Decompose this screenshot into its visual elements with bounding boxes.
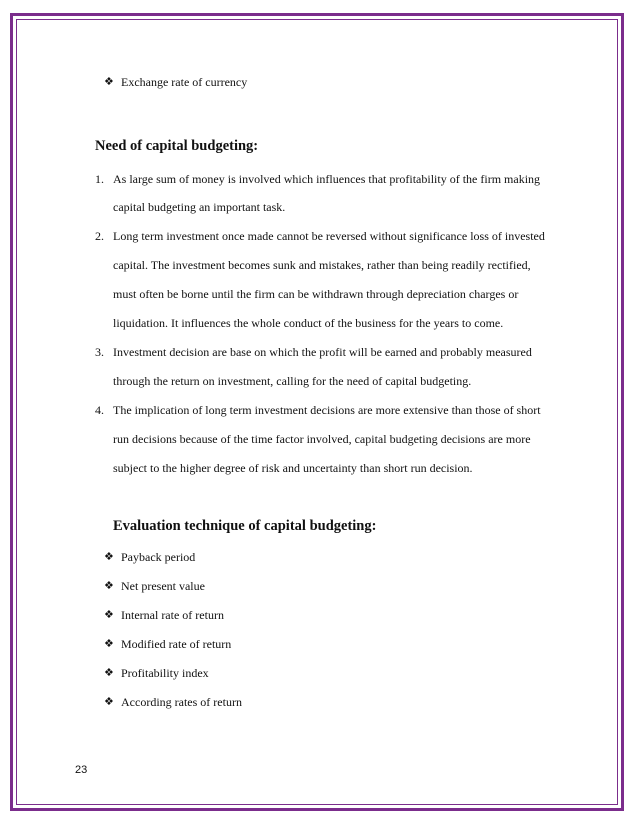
item-2-line-3: must often be borne until the firm can be withdrawn through depreciation charges or <box>113 287 519 301</box>
top-bullet-text: Exchange rate of currency <box>121 75 248 89</box>
diamond-bullet-icon: ❖ <box>104 579 114 592</box>
evaluation-bullet: Modified rate of return <box>121 637 232 651</box>
diamond-bullet-icon: ❖ <box>104 75 114 88</box>
item-3-line-1: Investment decision are base on which the profit will be earned and probably measured <box>113 345 532 359</box>
item-number: 3. <box>95 345 104 359</box>
item-3-line-2: through the return on investment, calling for the need of capital budgeting. <box>113 374 472 388</box>
item-2-line-1: Long term investment once made cannot be reversed without significance loss of invested <box>113 229 545 243</box>
item-2-line-2: capital. The investment becomes sunk and mistakes, rather than being readily rectified, <box>113 258 531 272</box>
item-number: 2. <box>95 229 104 243</box>
item-number: 1. <box>95 172 104 186</box>
diamond-bullet-icon: ❖ <box>104 608 114 621</box>
evaluation-bullet: Payback period <box>121 550 196 564</box>
evaluation-bullet: According rates of return <box>121 695 242 709</box>
evaluation-bullet: Net present value <box>121 579 205 593</box>
evaluation-heading: Evaluation technique of capital budgeting: <box>113 518 377 534</box>
item-4-line-3: subject to the higher degree of risk and uncertainty than short run decision. <box>113 461 473 475</box>
page-number: 23 <box>75 764 88 776</box>
item-1-line-1: As large sum of money is involved which influences that profitability of the firm making <box>113 172 541 186</box>
item-1-line-2: capital budgeting an important task. <box>113 200 286 214</box>
evaluation-bullet: Profitability index <box>121 666 209 680</box>
item-2-line-4: liquidation. It influences the whole conduct of the business for the years to come. <box>113 316 504 330</box>
diamond-bullet-icon: ❖ <box>104 695 114 708</box>
diamond-bullet-icon: ❖ <box>104 550 114 563</box>
item-4-line-1: The implication of long term investment decisions are more extensive than those of short <box>113 403 541 417</box>
evaluation-bullet: Internal rate of return <box>121 608 224 622</box>
diamond-bullet-icon: ❖ <box>104 666 114 679</box>
item-4-line-2: run decisions because of the time factor involved, capital budgeting decisions are more <box>113 432 531 446</box>
item-number: 4. <box>95 403 104 417</box>
need-heading: Need of capital budgeting: <box>95 138 259 154</box>
diamond-bullet-icon: ❖ <box>104 637 114 650</box>
